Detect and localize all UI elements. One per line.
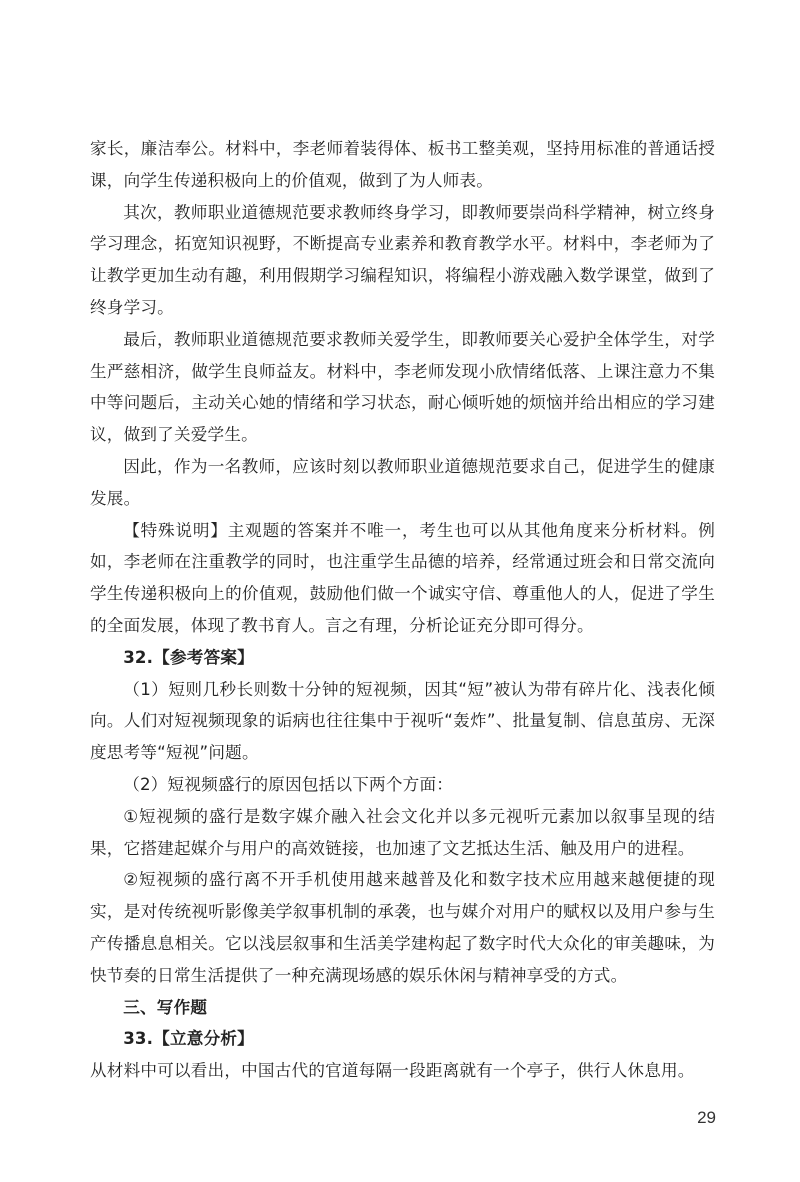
heading-section-writing: 三、写作题 bbox=[123, 997, 208, 1017]
heading-q32-answer: 32.【参考答案】 bbox=[123, 647, 254, 667]
paragraph-lifelong-learning: 其次，教师职业道德规范要求教师终身学习，即教师要崇尚科学精神，树立终身学习理念，拓宽知识视野，不断提高专业素养和教育教学水平。材料中，李老师为了让教学更加生动有趣，利用假期学习编程知识，将编程小游戏融入数学课堂，做到了终身学习。 bbox=[90, 202, 715, 317]
paragraph-q32-part1: （1）短则几秒长则数十分钟的短视频，因其“短”被认为带有碎片化、浅表化倾向。人们对短视频现象的诟病也往往集中于视听“轰炸”、批量复制、信息茧房、无深度思考等“短视”问题。 bbox=[90, 679, 715, 763]
paragraph-conclusion: 因此，作为一名教师，应该时刻以教师职业道德规范要求自己，促进学生的健康发展。 bbox=[90, 456, 715, 508]
paragraph-caring-students: 最后，教师职业道德规范要求教师关爱学生，即教师要关心爱护全体学生，对学生严慈相济，做学生良师益友。材料中，李老师发现小欣情绪低落、上课注意力不集中等问题后，主动关心她的情绪和学习状态，耐心倾听她的烦恼并给出相应的学习建议，做到了关爱学生。 bbox=[90, 329, 715, 445]
paragraph-q32-reason1: ①短视频的盛行是数字媒介融入社会文化并以多元视听元素加以叙事呈现的结果，它搭建起媒介与用户的高效链接，也加速了文艺抵达生活、触及用户的进程。 bbox=[90, 806, 715, 858]
paragraph-q33-analysis: 从材料中可以看出，中国古代的官道每隔一段距离就有一个亭子，供行人休息用。 bbox=[90, 1061, 695, 1081]
paragraph-q32-part2-intro: （2）短视频盛行的原因包括以下两个方面： bbox=[123, 774, 454, 794]
paragraph-special-note: 【特殊说明】主观题的答案并不唯一，考生也可以从其他角度来分析材料。例如，李老师在注重教学的同时，也注重学生品德的培养，经常通过班会和日常交流向学生传递积极向上的价值观，鼓励他们做一个诚实守信、尊重他人的人，促进了学生的全面发展，体现了教书育人。言之有理，分析论证充分即可得分。 bbox=[90, 520, 715, 635]
paragraph-q32-reason2: ②短视频的盛行离不开手机使用越来越普及化和数字技术应用越来越便捷的现实，是对传统视听影像美学叙事机制的承袭，也与媒介对用户的赋权以及用户参与生产传播息息相关。它以浅层叙事和生活美学建构起了数字时代大众化的审美趣味，为快节奏的日常生活提供了一种充满现场感的娱乐休闲与精神享受的方式。 bbox=[90, 870, 715, 985]
page-number: 29 bbox=[697, 1108, 716, 1127]
paragraph-continuation: 家长，廉洁奉公。材料中，李老师着装得体、板书工整美观，坚持用标准的普通话授课，向学生传递积极向上的价值观，做到了为人师表。 bbox=[90, 139, 715, 190]
heading-q33-analysis: 33.【立意分析】 bbox=[123, 1029, 254, 1049]
body-text bbox=[90, 133, 715, 1087]
